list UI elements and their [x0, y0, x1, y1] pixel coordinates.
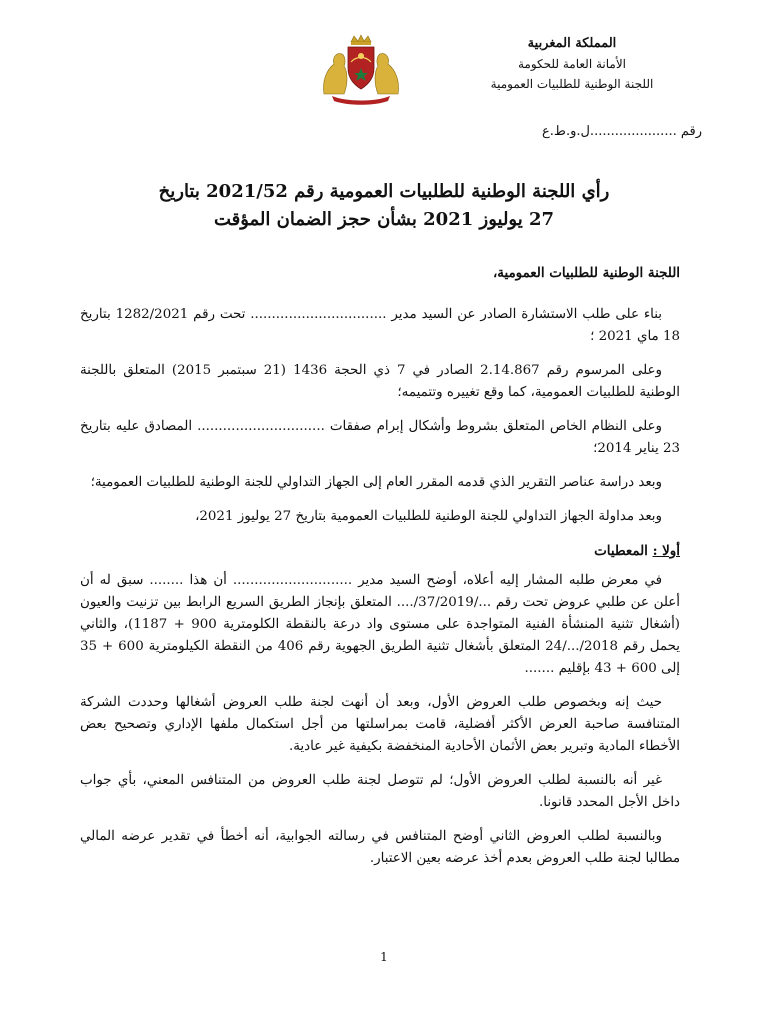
reference-number: رقم .....................ل.و.ط.ع: [542, 124, 702, 139]
document-title: [90, 178, 678, 234]
section-heading-data: [80, 540, 680, 562]
paragraph-report-study: وبعد دراسة عناصر التقرير الذي قدمه المقرر العام إلى الجهاز التداولي للجنة الوطنية للطلبيات العمومية؛: [90, 475, 662, 490]
section-label: المعطيات: [594, 543, 648, 559]
secretariat-name: الأمانة العامة للحكومة: [517, 57, 627, 71]
paragraph-consultation-request: بناء على طلب الاستشارة الصادر عن السيد مدير ................................ تحت رقم 1282/2021 بتاريخ 18 ماي 2021 ؛: [80, 307, 680, 344]
paragraph-second-tender: وبالنسبة لطلب العروض الثاني أوضح المتنافس في رسالته الجوابية، أنه أخطأ في تقدير عرضه المالي مطالبا لجنة طلب العروض بعدم أخذ عرضه بعين الاعتبار.: [80, 829, 680, 866]
body-heading: اللجنة الوطنية للطلبيات العمومية،: [492, 265, 680, 281]
title-line-1: رأي اللجنة الوطنية للطلبيات العمومية رقم 2021/52 بتاريخ: [158, 181, 610, 202]
letterhead: [442, 34, 702, 94]
paragraph-no-response: غير أنه بالنسبة لطلب العروض الأول؛ لم تتوصل لجنة طلب العروض من المتنافس المعني، بأي جواب داخل الأجل المحدد قانونا.: [80, 773, 680, 810]
page-number: 1: [380, 950, 388, 964]
kingdom-name: المملكة المغربية: [527, 36, 617, 51]
paragraph-facts: في معرض طلبه المشار إليه أعلاه، أوضح السيد مدير ............................ أن هذا ........ سبق له أن أعلن عن طلبي عروض تحت رقم .../37/2019/.... المتعلق بإنجاز الطريق السريع الرابط بين تزنيت والعيون (أشغال تثنية المنشأة الفنية المتواجدة على مستوى واد درعة بالنقطة الكلومترية 900 + 1187)، والثاني يحمل رقم 2018/.../24 المتعلق بأشغال تثنية الطريق الجهوية رقم 406 من النقطة الكيلومترية 600 + 35 إلى 600 + 43 بإقليم .......: [80, 573, 681, 676]
paragraph-deliberation: وبعد مداولة الجهاز التداولي للجنة الوطنية للطلبيات العمومية بتاريخ 27 يوليوز 2021،: [195, 509, 662, 524]
royal-coat-of-arms-emblem: [318, 34, 404, 106]
section-number: أولا :: [652, 543, 680, 559]
document-body: [80, 262, 680, 882]
paragraph-decree: وعلى المرسوم رقم 2.14.867 الصادر في 7 ذي الحجة 1436 (21 سبتمبر 2015) المتعلق باللجنة الوطنية للطلبيات العمومية، كما وقع تغييره وتتميمه؛: [80, 363, 680, 400]
title-line-2: 27 يوليوز 2021 بشأن حجز الضمان المؤقت: [213, 209, 555, 230]
paragraph-first-tender: حيث إنه وبخصوص طلب العروض الأول، وبعد أن أنهت لجنة طلب العروض أشغالها وحددت الشركة المتنافسة صاحبة العرض الأكثر أفضلية، قامت بمراسلتها من أجل استكمال ملفها الإداري وتصحيح بعض الأخطاء المادية وتبرير بعض الأثمان الأحادية المنخفضة بكيفية غير عادية.: [80, 695, 680, 754]
commission-name: اللجنة الوطنية للطلبيات العمومية: [490, 77, 654, 91]
paragraph-regulation: وعلى النظام الخاص المتعلق بشروط وأشكال إبرام صفقات .............................. المصادق عليه بتاريخ 23 يناير 2014؛: [80, 419, 680, 456]
